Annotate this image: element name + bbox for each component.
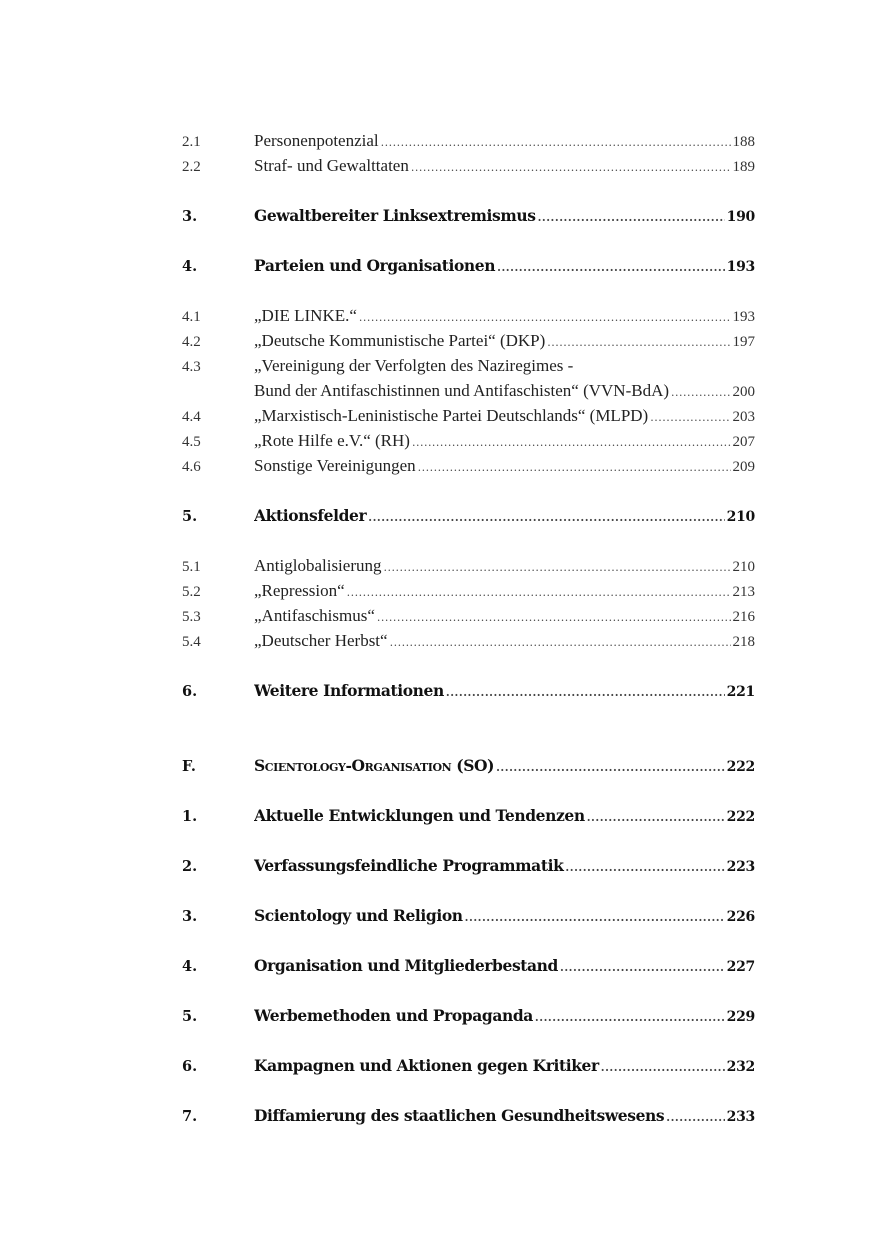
entry-title: Aktionsfelder bbox=[254, 506, 367, 525]
toc-entry-4-1[interactable] bbox=[182, 306, 755, 331]
toc-entry-2-1[interactable] bbox=[182, 131, 755, 156]
toc-entry-5-4[interactable] bbox=[182, 631, 755, 656]
dot-leader bbox=[666, 1111, 724, 1124]
toc-entry-so-6[interactable] bbox=[182, 1056, 755, 1081]
toc-entry-4-2[interactable] bbox=[182, 331, 755, 356]
entry-title: Werbemethoden und Propaganda bbox=[254, 1006, 533, 1025]
dot-leader bbox=[411, 161, 731, 174]
entry-number: 4. bbox=[182, 258, 198, 275]
entry-title: „Rote Hilfe e.V.“ (RH) bbox=[254, 431, 410, 450]
page-number: 213 bbox=[732, 584, 755, 600]
entry-title: Aktuelle Entwicklungen und Tendenzen bbox=[254, 806, 585, 825]
toc-entry-4-3[interactable] bbox=[182, 356, 755, 381]
entry-number: 5.1 bbox=[182, 559, 201, 575]
entry-number: 7. bbox=[182, 1108, 198, 1125]
entry-title: Sonstige Vereinigungen bbox=[254, 456, 416, 475]
page-number: 193 bbox=[732, 309, 755, 325]
dot-leader bbox=[565, 861, 724, 874]
dot-leader bbox=[418, 461, 731, 474]
dot-leader bbox=[412, 436, 731, 449]
toc-entry-so-5[interactable] bbox=[182, 1006, 755, 1031]
dot-leader bbox=[560, 961, 725, 974]
entry-number: 5. bbox=[182, 1008, 198, 1025]
dot-leader bbox=[496, 761, 725, 774]
entry-title: Scientology-Organisation (SO) bbox=[254, 756, 495, 775]
entry-title: Kampagnen und Aktionen gegen Kritiker bbox=[254, 1056, 599, 1075]
entry-title: „Vereinigung der Verfolgten des Naziregimes - bbox=[254, 356, 574, 375]
entry-title: „Deutsche Kommunistische Partei“ (DKP) bbox=[254, 331, 546, 350]
entry-title: „Marxistisch-Leninistische Partei Deutschlands“ (MLPD) bbox=[254, 406, 649, 425]
entry-number: 6. bbox=[182, 1058, 198, 1075]
page-number: 232 bbox=[726, 1059, 755, 1075]
dot-leader bbox=[359, 311, 731, 324]
page-number: 207 bbox=[732, 434, 755, 450]
entry-title: Personenpotenzial bbox=[254, 131, 379, 150]
toc-entry-so-7[interactable] bbox=[182, 1106, 755, 1131]
entry-number: 6. bbox=[182, 683, 198, 700]
dot-leader bbox=[381, 136, 731, 149]
entry-title: „Deutscher Herbst“ bbox=[254, 631, 388, 650]
toc-entry-so-3[interactable] bbox=[182, 906, 755, 931]
toc-entry-4-5[interactable] bbox=[182, 431, 755, 456]
toc-entry-6[interactable] bbox=[182, 681, 755, 706]
entry-title: Organisation und Mitgliederbestand bbox=[254, 956, 558, 975]
entry-number: 3. bbox=[182, 908, 198, 925]
entry-title: Gewaltbereiter Linksextremismus bbox=[254, 206, 536, 225]
entry-number: 4.4 bbox=[182, 409, 201, 425]
entry-number: 2.2 bbox=[182, 159, 201, 175]
page-number: 210 bbox=[726, 509, 755, 525]
page-number: 216 bbox=[732, 609, 755, 625]
entry-number: 4.3 bbox=[182, 359, 201, 375]
toc-entry-so-4[interactable] bbox=[182, 956, 755, 981]
entry-title: Diffamierung des staatlichen Gesundheitswesens bbox=[254, 1106, 665, 1125]
page-number: 193 bbox=[726, 259, 755, 275]
dot-leader bbox=[547, 336, 730, 349]
entry-number: 3. bbox=[182, 208, 198, 225]
dot-leader bbox=[465, 911, 725, 924]
page-number: 218 bbox=[732, 634, 755, 650]
dot-leader bbox=[671, 386, 730, 399]
dot-leader bbox=[383, 561, 730, 574]
entry-number: 4.5 bbox=[182, 434, 201, 450]
entry-title: „DIE LINKE.“ bbox=[254, 306, 357, 325]
toc-entry-so-1[interactable] bbox=[182, 806, 755, 831]
entry-title: Antiglobalisierung bbox=[254, 556, 382, 575]
toc-entry-so-2[interactable] bbox=[182, 856, 755, 881]
page-number: 197 bbox=[732, 334, 755, 350]
toc-entry-5-3[interactable] bbox=[182, 606, 755, 631]
entry-title: Verfassungsfeindliche Programmatik bbox=[254, 856, 564, 875]
entry-number: 4. bbox=[182, 958, 198, 975]
entry-number: 5.2 bbox=[182, 584, 201, 600]
toc-entry-4-4[interactable] bbox=[182, 406, 755, 431]
dot-leader bbox=[535, 1011, 725, 1024]
entry-number: 4.1 bbox=[182, 309, 201, 325]
toc-entry-3[interactable] bbox=[182, 206, 755, 231]
entry-title: Parteien und Organisationen bbox=[254, 256, 496, 275]
dot-leader bbox=[347, 586, 731, 599]
dot-leader bbox=[377, 611, 731, 624]
dot-leader bbox=[368, 511, 724, 524]
entry-number: 4.6 bbox=[182, 459, 201, 475]
entry-number: 5.3 bbox=[182, 609, 201, 625]
entry-number: F. bbox=[182, 758, 196, 775]
entry-title: Scientology und Religion bbox=[254, 906, 463, 925]
dot-leader bbox=[587, 811, 725, 824]
page-number: 189 bbox=[732, 159, 755, 175]
entry-number: 5.4 bbox=[182, 634, 201, 650]
toc-entry-f[interactable] bbox=[182, 756, 755, 781]
page-number: 209 bbox=[732, 459, 755, 475]
page-number: 222 bbox=[726, 759, 755, 775]
toc-entry-4-3-continued[interactable] bbox=[182, 381, 755, 406]
entry-title: Bund der Antifaschistinnen und Antifaschisten“ (VVN-BdA) bbox=[254, 381, 670, 400]
entry-number: 2. bbox=[182, 858, 198, 875]
page-number: 203 bbox=[732, 409, 755, 425]
dot-leader bbox=[650, 411, 730, 424]
page-number: 233 bbox=[726, 1109, 755, 1125]
toc-entry-2-2[interactable] bbox=[182, 156, 755, 181]
page-number: 210 bbox=[732, 559, 755, 575]
dot-leader bbox=[390, 636, 731, 649]
entry-title: Weitere Informationen bbox=[254, 681, 444, 700]
toc-entry-5[interactable] bbox=[182, 506, 755, 531]
entry-number: 5. bbox=[182, 508, 198, 525]
entry-title: „Antifaschismus“ bbox=[254, 606, 375, 625]
entry-title: „Repression“ bbox=[254, 581, 345, 600]
page-number: 221 bbox=[726, 684, 755, 700]
entry-title: Straf- und Gewalttaten bbox=[254, 156, 409, 175]
toc-entry-5-2[interactable] bbox=[182, 581, 755, 606]
entry-number: 4.2 bbox=[182, 334, 201, 350]
entry-number: 1. bbox=[182, 808, 198, 825]
dot-leader bbox=[601, 1061, 725, 1074]
toc-entry-5-1[interactable] bbox=[182, 556, 755, 581]
toc-entry-4-6[interactable] bbox=[182, 456, 755, 481]
entry-number: 2.1 bbox=[182, 134, 201, 150]
dot-leader bbox=[446, 686, 725, 699]
dot-leader bbox=[497, 261, 725, 274]
page-number: 227 bbox=[726, 959, 755, 975]
page-number: 190 bbox=[726, 209, 755, 225]
toc-entry-4[interactable] bbox=[182, 256, 755, 281]
page-number: 223 bbox=[726, 859, 755, 875]
page-number: 200 bbox=[732, 384, 755, 400]
page-number: 226 bbox=[726, 909, 755, 925]
dot-leader bbox=[538, 211, 725, 224]
page-number: 229 bbox=[726, 1009, 755, 1025]
page-number: 188 bbox=[732, 134, 755, 150]
page-number: 222 bbox=[726, 809, 755, 825]
